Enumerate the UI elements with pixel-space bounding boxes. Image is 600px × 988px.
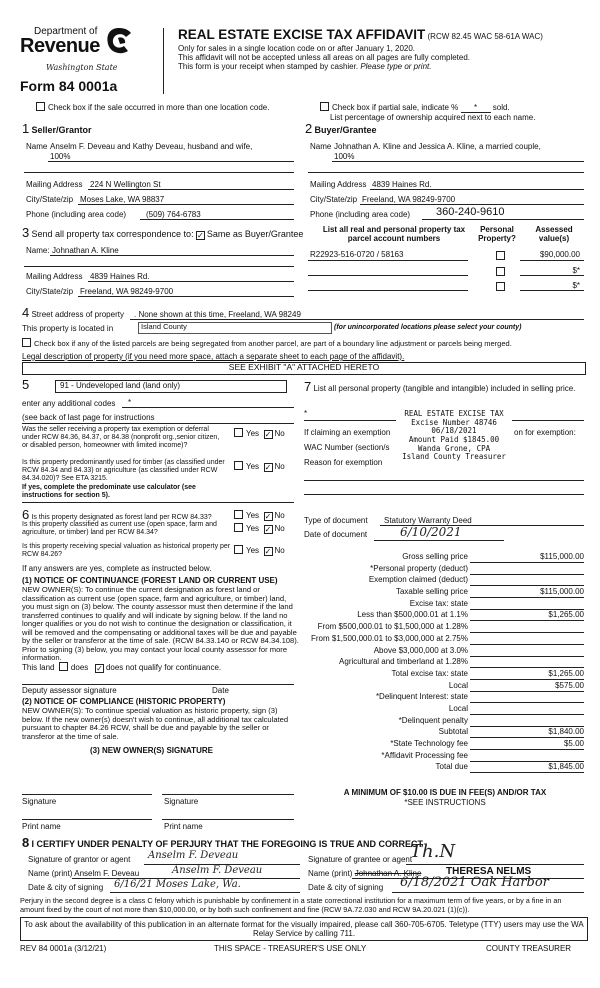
calc-label: From $1,500,000.01 to $3,000,000 at 2.75% — [310, 633, 468, 643]
header-line-1: Only for sales in a single location code on or after January 1, 2020. — [178, 43, 416, 53]
grantor-date-label: Date & city of signing — [28, 883, 104, 892]
form-title: REAL ESTATE EXCISE TAX AFFIDAVIT — [178, 27, 426, 42]
calc-row — [280, 622, 584, 634]
section5-num: 5 — [22, 377, 30, 392]
corr-mailing-label: Mailing Address — [26, 272, 83, 281]
calc-label: Taxable selling price — [395, 587, 468, 597]
parcels-col2: Personal Property? — [478, 225, 516, 244]
parcels-col1: List all real and personal property tax parcel account numbers — [322, 225, 466, 244]
compliance-heading: (2) NOTICE OF COMPLIANCE (HISTORIC PROPERTY) — [22, 697, 226, 706]
minimum-fee-note: A MINIMUM OF $10.00 IS DUE IN FEE(S) AND/OR TAX — [343, 788, 547, 797]
grantee-print-label: Name (print) Johnathan A. Kline — [308, 869, 422, 878]
partial-sale-check[interactable]: Check box if partial sale, indicate % * sold. — [320, 102, 510, 113]
wac-label: WAC Number (section/s — [304, 443, 390, 452]
perjury-notice: Perjury in the second degree is a class C felony which is punishable by confinement in a state correctional institution for a maximum term of five years, or by a fine in an amount fixed by the court of not more than $10,000.00, or by both such confinement and fine (RCW 9A.72.030 and RCW 9A.20.021 (1)(c)). — [20, 896, 562, 914]
checkbox-icon[interactable] — [320, 102, 329, 111]
segregated-check[interactable]: Check box if any of the listed parcels are being segregated from another parcel, are part of a boundary line adjustment or parcels being merged. — [22, 338, 512, 349]
q5-exemption-answer[interactable]: Yes ✓ No — [234, 428, 285, 439]
calc-row — [280, 634, 584, 646]
section6-q2: Is this property classified as current use (open space, farm and agriculture, or timber) land per RCW 84.34? — [22, 521, 217, 537]
checkbox-icon[interactable] — [22, 338, 31, 347]
seller-mailing-value[interactable]: 224 N Wellington St — [90, 180, 161, 189]
calc-label: Agricultural and timberland at 1.28% — [339, 657, 468, 667]
revenue-wordmark: Revenue — [20, 35, 100, 57]
personal-property-checkbox[interactable] — [496, 282, 505, 291]
calc-label: Above $3,000,000 at 3.0% — [373, 645, 468, 655]
calc-value[interactable]: $1,845.00 — [470, 762, 584, 773]
if-yes-note: If any answers are yes, complete as instructed below. — [22, 564, 212, 573]
calc-value[interactable] — [470, 599, 584, 610]
calc-value[interactable]: $115,000.00 — [470, 587, 584, 598]
calc-value[interactable] — [470, 564, 584, 575]
form-rcw: (RCW 82.45 WAC 58-61A WAC) — [427, 32, 543, 41]
section7-star: * — [304, 409, 308, 418]
calc-label: Local — [448, 680, 468, 690]
county-treasurer-label: COUNTY TREASURER — [486, 944, 572, 953]
buyer-phone-value[interactable]: 360-240-9610 — [436, 206, 505, 218]
calc-row — [280, 564, 584, 576]
personal-property-checkbox[interactable] — [496, 267, 505, 276]
calc-label: Local — [448, 703, 468, 713]
calc-row — [280, 692, 584, 704]
header-line-3: This form is your receipt when stamped by cashier. — [178, 61, 359, 71]
buyer-city-value[interactable]: Freeland, WA 98249-9700 — [362, 195, 456, 204]
continuance-body: NEW OWNER(S): To continue the current designation as forest land or classification as current use (open space, farm and agriculture, or timber) land, you must sign on (3) below. The county assessor must then determine if the land transferred continues to qualify and will indicate by signing below. If the land no longer qualifies or you do not wish to continue the designation or classification, it will be removed and the compensating or additional taxes will be due and payable by the seller or transferor at the time of sale. (RCW 84.33.140 or RCW 84.34.108). Prior to signing (3) below, you may contact your local county assessor for more information. — [22, 585, 299, 662]
q5-timber-note: If yes, complete the predominate use calculator (see instructions for section 5). — [22, 484, 196, 500]
treasurer-space-label: THIS SPACE - TREASURER'S USE ONLY — [214, 944, 367, 953]
parcel-value[interactable]: $* — [572, 266, 580, 275]
correspondence-heading: 3 Send all property tax correspondence to: ✓ Same as Buyer/Grantee — [22, 225, 304, 240]
grantee-date-label: Date & city of signing — [308, 883, 384, 892]
doc-date-label: Date of document — [304, 530, 368, 539]
seller-mailing-label: Mailing Address — [26, 180, 83, 189]
legal-label: Legal description of property (if you need more space, attach a separate sheet to each page of the affidavit). — [22, 352, 405, 361]
seller-city-value[interactable]: Moses Lake, WA 98837 — [80, 195, 165, 204]
grantor-date-value[interactable]: 6/16/21 Moses Lake, Wa. — [114, 879, 241, 890]
use-code-select[interactable]: 91 - Undeveloped land (land only) — [55, 380, 287, 393]
calc-label: *Delinquent Interest: state — [375, 692, 468, 702]
buyer-phone-label: Phone (including area code) — [310, 210, 411, 219]
calc-row — [280, 646, 584, 658]
calc-label: Exemption claimed (deduct) — [368, 575, 468, 585]
calc-label: Excise tax: state — [409, 598, 468, 608]
calc-row — [280, 727, 584, 739]
section4-street: 4 Street address of property — [22, 305, 124, 320]
doc-type-label: Type of document — [304, 516, 368, 525]
personal-property-checkbox[interactable] — [496, 251, 505, 260]
dor-logo — [20, 24, 142, 74]
calc-row — [280, 587, 584, 599]
doc-date-value[interactable]: 6/10/2021 — [400, 525, 462, 539]
header-line-2: This affidavit will not be accepted unless all areas on all pages are fully completed. — [178, 52, 471, 62]
calc-row — [280, 739, 584, 751]
calc-label: *Affidavit Processing fee — [381, 750, 468, 760]
washington-state-label: Washington State — [46, 63, 118, 72]
grantor-print-name: Anselm F. Deveau — [74, 869, 140, 878]
q5-timber: Is this property predominantly used for timber (as classified under RCW 84.34 and 84.33) or agriculture (as classified under RCW 84.34.020)? See ETA 3215. — [22, 459, 225, 483]
seller-name-value[interactable]: Anselm F. Deveau and Kathy Deveau, husband and wife, — [50, 142, 253, 151]
calc-value[interactable] — [470, 646, 584, 657]
calc-value[interactable] — [470, 716, 584, 727]
corr-city-label: City/State/zip — [26, 287, 74, 296]
corr-mailing-value[interactable]: 4839 Haines Rd. — [90, 272, 150, 281]
located-label: This property is located in — [22, 324, 114, 333]
parcel-number[interactable]: R22923-516-0720 / 58163 — [310, 250, 404, 259]
calc-value[interactable]: $5.00 — [470, 739, 584, 750]
doc-type-value[interactable]: Statutory Warranty Deed — [384, 516, 472, 525]
owner-signature-label-2: Signature — [164, 797, 199, 806]
calc-value[interactable]: $1,840.00 — [470, 727, 584, 738]
parcel-value[interactable]: $* — [572, 281, 580, 290]
calc-label: Gross selling price — [402, 552, 468, 561]
grantee-sig-label: Signature of grantee or agent — [308, 855, 413, 864]
corr-name-value[interactable]: Johnathan A. Kline — [52, 246, 119, 255]
compliance-body: NEW OWNER(S): To continue special valuation as historic property, sign (3) below. If the new owner(s) doesn't wish to continue, all additional tax calculated pursuant to chapter 84.26 RCW, shall be due and payable by the seller or transferor at the time of sale. — [22, 706, 289, 741]
parcel-value[interactable]: $90,000.00 — [539, 250, 580, 259]
calc-value[interactable] — [470, 634, 584, 645]
grantor-signature[interactable]: Anselm F. Deveau — [148, 850, 239, 861]
q6-2-answer[interactable]: Yes ✓ No — [234, 523, 285, 534]
calc-label: Total due — [435, 762, 468, 772]
multi-location-check[interactable]: Check box if the sale occurred in more than one location code. — [36, 102, 269, 112]
seller-name-label: Name — [26, 142, 48, 151]
exemption-claim-label: If claiming an exemption — [304, 428, 391, 437]
calc-row — [280, 681, 584, 693]
header-line-3b: Please type or print. — [360, 61, 432, 71]
same-as-buyer-checkbox[interactable]: ✓ — [196, 231, 204, 240]
revision-label: REV 84 0001a (3/12/21) — [20, 944, 107, 953]
calc-value[interactable] — [470, 692, 584, 703]
grantor-sig-label: Signature of grantor or agent — [28, 855, 131, 864]
checkbox-icon[interactable] — [36, 102, 45, 111]
county-select[interactable]: Island County — [138, 322, 332, 334]
buyer-name-value-2[interactable]: 100% — [334, 152, 355, 161]
corr-city-value[interactable]: Freeland, WA 98249-9700 — [80, 287, 174, 296]
street-value[interactable]: . None shown at this time, Freeland, WA 98249 — [134, 310, 301, 319]
q5-exemption: Was the seller receiving a property tax exemption or deferral under RCW 84.36, 84.37, or 84.38 (nonprofit org.,senior citizen, or disabled person, homeowner with limited income)? — [22, 426, 220, 450]
calc-row — [280, 610, 584, 622]
additional-codes-label: enter any additional codes — [22, 399, 116, 408]
seller-name-value-2[interactable]: 100% — [50, 152, 71, 161]
buyer-name-label: Name — [310, 142, 332, 151]
calc-label: Total excise tax: state — [391, 668, 468, 678]
seller-heading: 1 Seller/Grantor — [22, 121, 92, 136]
calc-value[interactable]: $115,000.00 — [470, 552, 584, 563]
treasurer-stamp: REAL ESTATE EXCISE TAX Excise Number 48746 06/18/2021 Amount Paid $1845.00 Wanda Grone, CPA Island County Treasurer — [396, 410, 512, 462]
buyer-mailing-value[interactable]: 4839 Haines Rd. — [372, 180, 432, 189]
calc-value[interactable] — [470, 751, 584, 762]
calc-label: From $500,000.01 to $1,500,000 at 1.28% — [317, 622, 468, 632]
excise-calc-table — [280, 552, 584, 774]
form-title-block — [178, 27, 588, 71]
owner-print-label-1: Print name — [22, 822, 61, 831]
owner-signature-heading: (3) NEW OWNER(S) SIGNATURE — [90, 746, 213, 755]
calc-value[interactable]: $1,265.00 — [470, 669, 584, 680]
grantor-print-hw[interactable]: Anselm F. Deveau — [172, 865, 263, 876]
calc-row — [280, 704, 584, 716]
owner-print-label-2: Print name — [164, 822, 203, 831]
calc-row — [280, 552, 584, 564]
reason-label: Reason for exemption — [304, 458, 383, 467]
grantor-print-label: Name (print) Anselm F. Deveau — [28, 869, 140, 878]
see-instructions: *SEE INSTRUCTIONS — [404, 798, 486, 807]
calc-label: *Personal property (deduct) — [370, 563, 468, 573]
calc-row — [280, 751, 584, 763]
calc-label: Less than $500,000.01 at 1.1% — [357, 610, 468, 620]
calc-value[interactable]: $1,265.00 — [470, 610, 584, 621]
seller-phone-value[interactable]: (509) 764-6783 — [146, 210, 201, 219]
calc-value[interactable] — [470, 657, 584, 668]
legal-desc[interactable]: SEE EXHIBIT "A" ATTACHED HERETO — [22, 362, 586, 375]
calc-label: *State Technology fee — [390, 739, 468, 748]
calc-value[interactable] — [470, 704, 584, 715]
grantee-print-hw[interactable]: THERESA NELMS — [446, 866, 532, 877]
q6-1-answer[interactable]: Yes ✓ No — [234, 510, 285, 521]
grantee-date-value[interactable]: 6/18/2021 Oak Harbor — [400, 875, 549, 890]
calc-row — [280, 716, 584, 728]
seller-phone-label: Phone (including area code) — [26, 210, 127, 219]
deputy-date-label: Date — [212, 686, 229, 695]
see-back: (see back of last page for instructions — [22, 413, 155, 422]
deputy-signature-label: Deputy assessor signature — [22, 686, 117, 695]
dept-of-label: Department of — [34, 26, 98, 37]
calc-label: *Delinquent penalty — [398, 715, 468, 725]
header-divider — [163, 28, 164, 94]
q5-timber-answer[interactable]: Yes ✓ No — [234, 461, 285, 472]
calc-value[interactable] — [470, 622, 584, 633]
section6-q3: Is this property receiving special valuation as historical property per RCW 84.26? — [22, 543, 231, 559]
grantee-print-name: Johnathan A. Kline — [354, 869, 422, 878]
continuance-choice[interactable]: This land does ✓ does not qualify for continuance. — [22, 663, 222, 673]
parcels-col3: Assessed value(s) — [535, 225, 573, 244]
exemption-claim-label-b: on for exemption: — [514, 428, 576, 437]
dor-swirl-icon — [104, 26, 134, 58]
list-pct-note: List percentage of ownership acquired next to each name. — [330, 113, 536, 122]
additional-codes-value[interactable]: * — [128, 398, 132, 407]
calc-row — [280, 657, 584, 669]
calc-row — [280, 762, 584, 774]
calc-label: Subtotal — [438, 727, 468, 737]
buyer-mailing-label: Mailing Address — [310, 180, 367, 189]
calc-value[interactable]: $575.00 — [470, 681, 584, 692]
owner-signature-label-1: Signature — [22, 797, 57, 806]
q6-3-answer[interactable]: Yes ✓ No — [234, 545, 285, 556]
continuance-heading: (1) NOTICE OF CONTINUANCE (FOREST LAND OR CURRENT USE) — [22, 576, 278, 585]
seller-city-label: City/State/zip — [26, 195, 74, 204]
buyer-name-value[interactable]: Johnathan A. Kline and Jessica A. Kline, a married couple, — [334, 142, 541, 151]
section7-text: 7 List all personal property (tangible and intangible) included in selling price. — [304, 379, 576, 394]
form-number: Form 84 0001a — [20, 78, 118, 94]
calc-row — [280, 669, 584, 681]
located-note: (for unincorporated locations please select your county) — [334, 324, 522, 331]
certify-line: 8 I CERTIFY UNDER PENALTY OF PERJURY THAT THE FOREGOING IS TRUE AND CORRECT — [22, 835, 423, 850]
corr-name-label: Name: — [26, 246, 50, 255]
section6-q1: 6 Is this property designated as forest land per RCW 84.33? — [22, 507, 212, 522]
grantee-signature[interactable]: Th.N — [410, 841, 456, 862]
calc-row — [280, 575, 584, 587]
buyer-heading: 2 Buyer/Grantee — [305, 121, 377, 136]
calc-value[interactable] — [470, 575, 584, 586]
buyer-city-label: City/State/zip — [310, 195, 358, 204]
accessibility-box: To ask about the availability of this publication in an alternate format for the visually impaired, please call 360-705-6705. Teletype (TTY) users may use the WA Relay Service by calling 711. — [20, 917, 588, 941]
calc-row — [280, 599, 584, 611]
partial-pct[interactable]: * — [461, 103, 491, 113]
